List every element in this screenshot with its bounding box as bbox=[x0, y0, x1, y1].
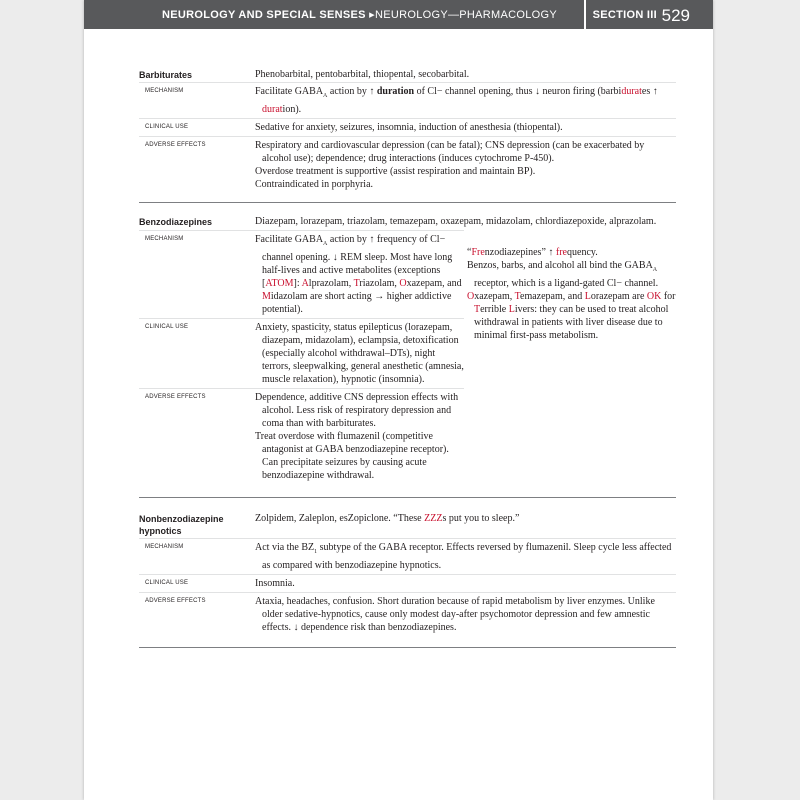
adverse-effects-label: ADVERSE EFFECTS bbox=[145, 394, 206, 400]
benzodiazepines-clinical-use: Anxiety, spasticity, status epilepticus (lorazepam, diazepam, midazolam), eclampsia, detoxification (especially alcohol withdrawal–DTs), night terrors, sleepwalking, general anesthetic (amnesia, muscle relaxation), hypnotic (insomnia). bbox=[255, 322, 464, 385]
barbiturates-title-row bbox=[139, 66, 676, 82]
mechanism-label: MECHANISM bbox=[145, 88, 184, 94]
table-bottom-rule bbox=[139, 647, 676, 648]
benzodiazepines-mechanism-row bbox=[139, 230, 464, 318]
benzodiazepines-clinical-row bbox=[139, 318, 464, 388]
nonbenzodiazepine-mechanism: Act via the $BZ_1$ subtype of the GABA receptor. Effects reversed by flumazenil. Sleep cycle less affected as compared with benzodiazepine hypnotics. bbox=[255, 542, 672, 571]
barbiturates-agents: Phenobarbital, pentobarbital, thiopental, secobarbital. bbox=[255, 69, 470, 80]
benzodiazepines-mechanism: Facilitate $GABA_A$ action by ↑ frequency of Cl− channel opening. ↓ REM sleep. Most have long half-lives and active metabolites (exceptions [ATOM]: Alprazolam, Triazolam, Oxazepam, and Midazolam are short acting → higher addictive potential). bbox=[255, 234, 462, 315]
barbiturates-block bbox=[139, 66, 676, 202]
header-chapter bbox=[162, 0, 557, 29]
mechanism-label: MECHANISM bbox=[145, 236, 184, 242]
benzodiazepines-agents: Diazepam, lorazepam, triazolam, temazepam, oxazepam, midazolam, chlordiazepoxide, alprazolam. bbox=[255, 216, 657, 227]
adverse-effects-label: ADVERSE EFFECTS bbox=[145, 598, 206, 604]
header-main-title: NEUROLOGY AND SPECIAL SENSES bbox=[162, 9, 366, 21]
clinical-use-label: CLINICAL USE bbox=[145, 324, 189, 330]
nonbenzodiazepine-title: Nonbenzodiazepine hypnotics bbox=[139, 514, 224, 536]
clinical-use-label: CLINICAL USE bbox=[145, 580, 189, 586]
benzodiazepines-adverse-row bbox=[139, 388, 464, 497]
frenzodiazepines-note: “Frenzodiazepines” ↑ frequency. bbox=[467, 247, 598, 258]
header-subtitle: ▸NEUROLOGY—PHARMACOLOGY bbox=[369, 9, 557, 21]
benzodiazepines-adverse-effects: Dependence, additive CNS depression effects with alcohol. Less risk of respiratory depression and coma than with barbiturates. Treat overdose with flumazenil (competitive antagonist at GABA benzodiazepine receptor). Can precipitate seizures by causing acute benzodiazepine withdrawal. bbox=[255, 392, 459, 481]
nonbenzodiazepine-adverse-row bbox=[139, 592, 676, 647]
benzodiazepines-notes bbox=[467, 246, 676, 342]
benzodiazepines-title: Benzodiazepines bbox=[139, 217, 213, 227]
barbiturates-title: Barbiturates bbox=[139, 70, 193, 80]
barbiturates-clinical-row bbox=[139, 118, 676, 136]
barbiturates-mechanism-row bbox=[139, 82, 676, 118]
nonbenzodiazepine-clinical-use: Insomnia. bbox=[255, 578, 295, 589]
page-header bbox=[84, 0, 713, 29]
nonbenzodiazepine-adverse-effects: Ataxia, headaches, confusion. Short duration because of rapid metabolism by liver enzymes. Unlike older sedative-hypnotics, cause only modest day-after psychomotor depression and few amnestic effects. ↓ dependence risk than benzodiazepines. bbox=[255, 596, 655, 633]
gaba-binding-note: Benzos, barbs, and alcohol all bind the $GABA_A$ receptor, which is a ligand-gated Cl− channel. bbox=[467, 260, 659, 289]
clinical-use-label: CLINICAL USE bbox=[145, 124, 189, 130]
liver-disease-note: Oxazepam, Temazepam, and Lorazepam are OK for Terrible Livers: they can be used to treat alcohol withdrawal in patients with liver disease due to minimal first-pass metabolism. bbox=[467, 291, 676, 341]
benzodiazepines-title-row bbox=[139, 213, 676, 230]
nonbenzodiazepine-block bbox=[139, 497, 676, 647]
barbiturates-adverse-row bbox=[139, 136, 676, 202]
nonbenzodiazepine-mechanism-row bbox=[139, 538, 676, 574]
drug-table bbox=[139, 66, 676, 648]
mechanism-label: MECHANISM bbox=[145, 544, 184, 550]
barbiturates-mechanism: Facilitate $GABA_A$ action by ↑ duration of Cl− channel opening, thus ↓ neuron firing (barbidurates ↑ duration). bbox=[255, 86, 658, 115]
header-section: SECTION III bbox=[584, 0, 657, 29]
barbiturates-adverse-effects: Respiratory and cardiovascular depression (can be fatal); CNS depression (can be exacerbated by alcohol use); dependence; drug interactions (induces cytochrome P-450). Overdose treatment is supportive (assist respiration and maintain BP). Contraindicated in porphyria. bbox=[255, 140, 645, 190]
page-number: 529 bbox=[661, 6, 690, 25]
nonbenzodiazepine-agents: Zolpidem, Zaleplon, esZopiclone. “These ZZZs put you to sleep.” bbox=[255, 513, 520, 524]
adverse-effects-label: ADVERSE EFFECTS bbox=[145, 142, 206, 148]
nonbenzodiazepine-clinical-row bbox=[139, 574, 676, 592]
barbiturates-clinical-use: Sedative for anxiety, seizures, insomnia, induction of anesthesia (thiopental). bbox=[255, 122, 563, 133]
nonbenzodiazepine-title-row bbox=[139, 510, 676, 538]
benzodiazepines-block bbox=[139, 202, 676, 497]
